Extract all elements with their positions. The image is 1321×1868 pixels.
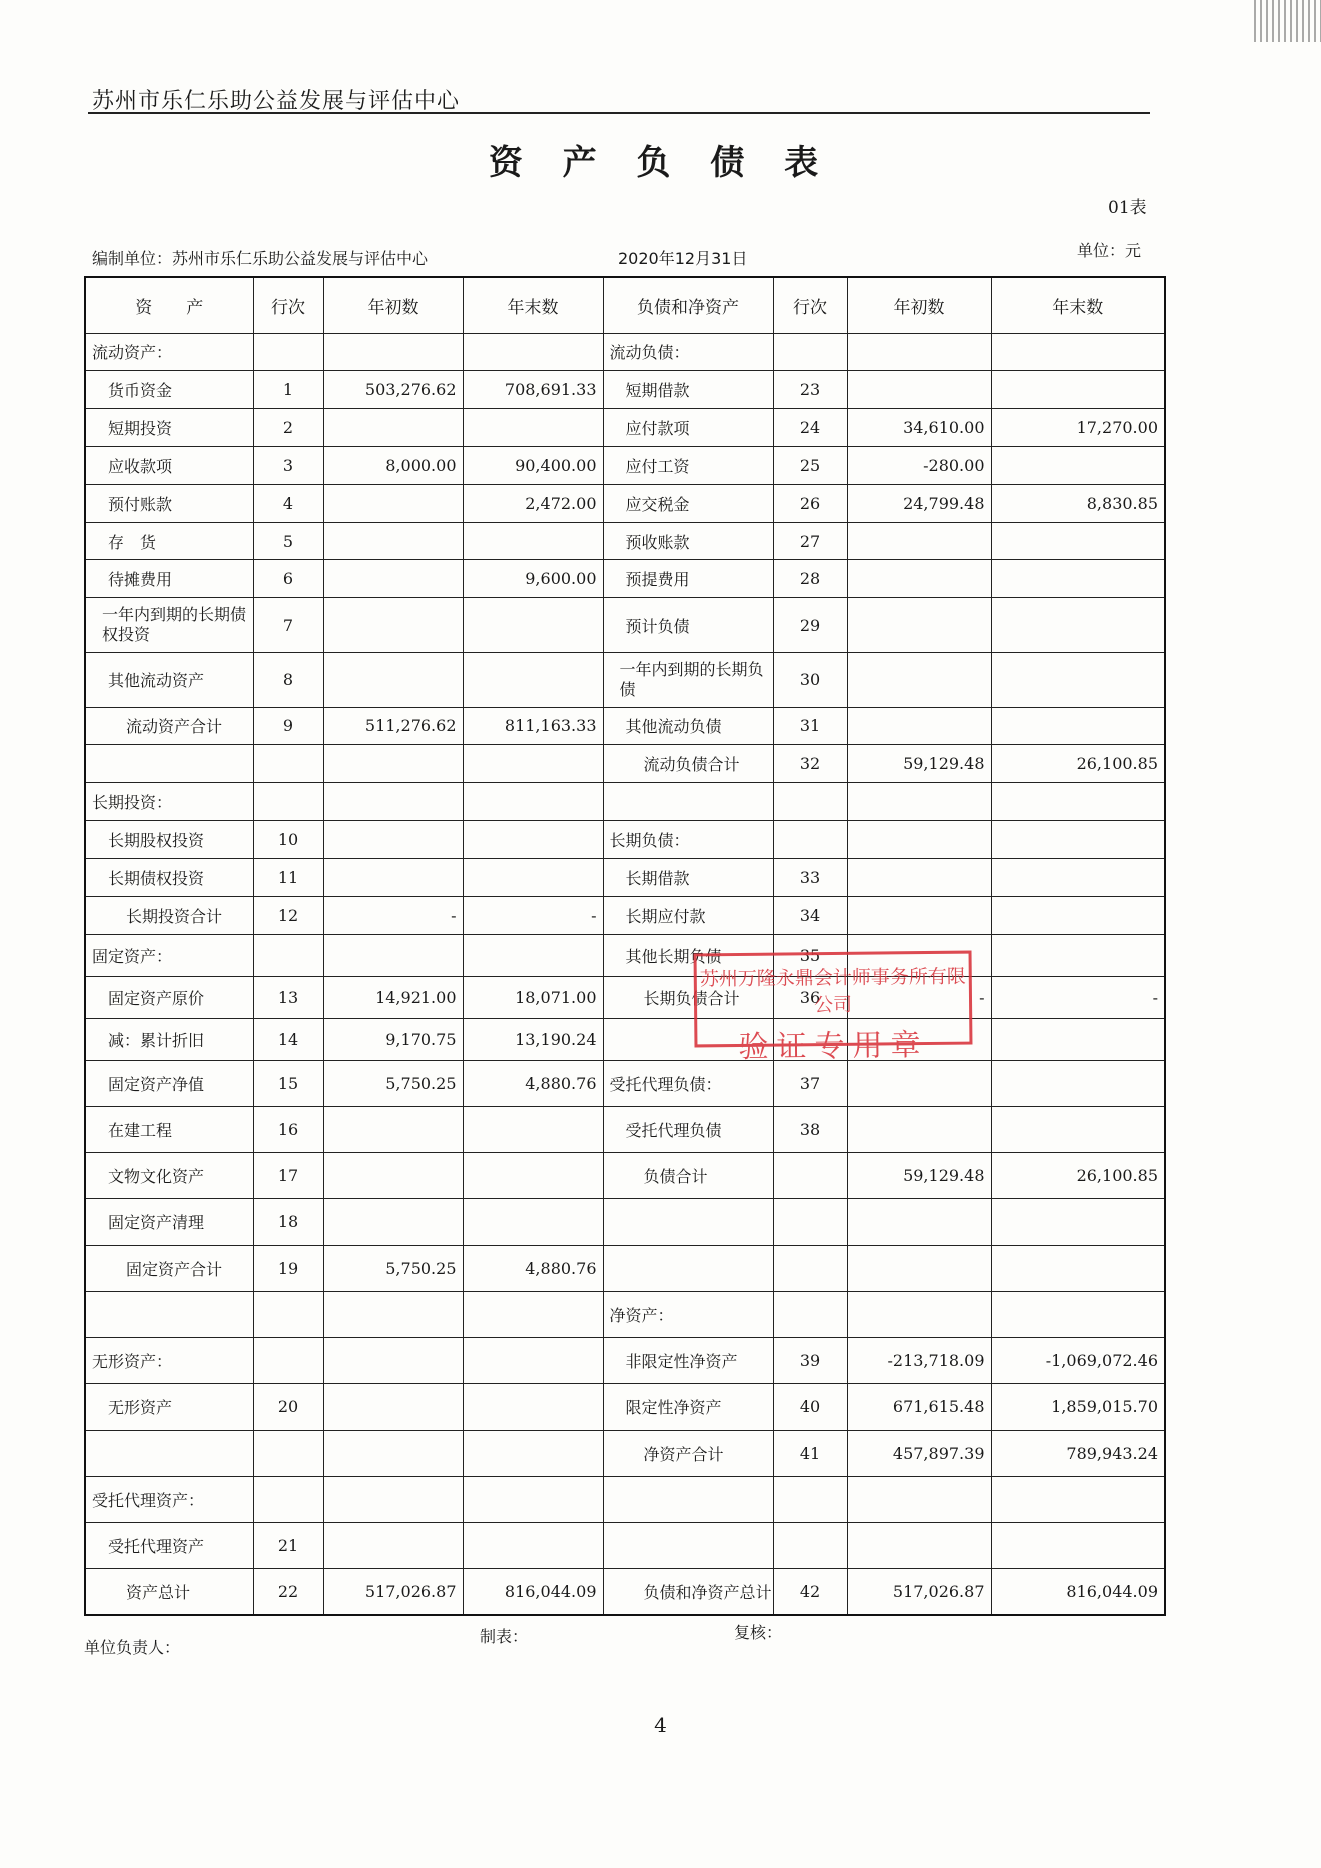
asset-begin — [323, 745, 463, 783]
asset-end: 4,880.76 — [463, 1245, 603, 1291]
liab-begin: 517,026.87 — [847, 1569, 991, 1615]
liab-begin — [847, 1476, 991, 1522]
asset-end — [463, 598, 603, 653]
liab-line: 42 — [773, 1569, 847, 1615]
liab-end — [991, 560, 1165, 598]
asset-line: 15 — [253, 1060, 323, 1106]
asset-line — [253, 783, 323, 821]
asset-name: 固定资产合计 — [85, 1245, 253, 1291]
asset-end — [463, 934, 603, 976]
liab-end — [991, 522, 1165, 560]
asset-line: 7 — [253, 598, 323, 653]
liab-name: 预提费用 — [603, 560, 773, 598]
liab-line: 39 — [773, 1338, 847, 1384]
asset-name: 无形资产 — [85, 1384, 253, 1430]
asset-name: 长期债权投资 — [85, 858, 253, 896]
asset-end — [463, 783, 603, 821]
asset-begin — [323, 858, 463, 896]
liab-end: - — [991, 976, 1165, 1018]
form-number: 01表 — [1108, 198, 1147, 218]
asset-name: 固定资产净值 — [85, 1060, 253, 1106]
asset-line: 19 — [253, 1245, 323, 1291]
asset-line: 17 — [253, 1153, 323, 1199]
table-row — [85, 1384, 1165, 1430]
liab-begin: 671,615.48 — [847, 1384, 991, 1430]
liab-begin — [847, 1106, 991, 1152]
header-begin: 年初数 — [323, 277, 463, 333]
liab-begin — [847, 371, 991, 409]
asset-name: 受托代理资产： — [85, 1476, 253, 1522]
asset-end: 4,880.76 — [463, 1060, 603, 1106]
asset-line: 11 — [253, 858, 323, 896]
asset-name: 待摊费用 — [85, 560, 253, 598]
asset-begin — [323, 1106, 463, 1152]
asset-end — [463, 1106, 603, 1152]
asset-begin — [323, 409, 463, 447]
liab-end: 26,100.85 — [991, 1153, 1165, 1199]
asset-end — [463, 1384, 603, 1430]
asset-name: 长期投资合计 — [85, 896, 253, 934]
asset-name: 一年内到期的长期债权投资 — [85, 598, 253, 653]
liab-end — [991, 1291, 1165, 1337]
liab-line: 25 — [773, 446, 847, 484]
liab-name: 长期借款 — [603, 858, 773, 896]
liab-begin: -280.00 — [847, 446, 991, 484]
asset-name: 货币资金 — [85, 371, 253, 409]
liab-end — [991, 1060, 1165, 1106]
liab-end — [991, 1199, 1165, 1245]
asset-begin — [323, 652, 463, 707]
asset-name — [85, 745, 253, 783]
liab-line: 30 — [773, 652, 847, 707]
seal-firm-name: 苏州万隆永鼎会计师事务所有限公司 — [699, 965, 966, 1017]
asset-name: 长期投资： — [85, 783, 253, 821]
liab-begin — [847, 1291, 991, 1337]
liab-end — [991, 1106, 1165, 1152]
liab-begin — [847, 652, 991, 707]
asset-end — [463, 1522, 603, 1568]
liab-end — [991, 934, 1165, 976]
liab-begin — [847, 1245, 991, 1291]
table-row — [85, 484, 1165, 522]
liab-begin: 59,129.48 — [847, 1153, 991, 1199]
asset-name: 资产总计 — [85, 1569, 253, 1615]
asset-begin: 517,026.87 — [323, 1569, 463, 1615]
asset-end — [463, 1199, 603, 1245]
asset-end — [463, 1430, 603, 1476]
liab-line: 24 — [773, 409, 847, 447]
asset-line — [253, 934, 323, 976]
asset-begin — [323, 1476, 463, 1522]
asset-begin — [323, 484, 463, 522]
liab-line: 37 — [773, 1060, 847, 1106]
asset-begin — [323, 598, 463, 653]
header-end: 年末数 — [463, 277, 603, 333]
liab-begin: 34,610.00 — [847, 409, 991, 447]
asset-name: 流动资产： — [85, 333, 253, 371]
liab-begin: 59,129.48 — [847, 745, 991, 783]
asset-end: - — [463, 896, 603, 934]
liab-begin — [847, 560, 991, 598]
liab-line: 41 — [773, 1430, 847, 1476]
table-row — [85, 1569, 1165, 1615]
asset-begin — [323, 1384, 463, 1430]
liab-name: 一年内到期的长期负债 — [603, 652, 773, 707]
asset-end — [463, 858, 603, 896]
liab-end — [991, 446, 1165, 484]
table-row — [85, 1291, 1165, 1337]
asset-end: 2,472.00 — [463, 484, 603, 522]
liab-begin — [847, 896, 991, 934]
liab-line: 34 — [773, 896, 847, 934]
liab-end — [991, 1245, 1165, 1291]
asset-line: 20 — [253, 1384, 323, 1430]
liab-name: 流动负债合计 — [603, 745, 773, 783]
asset-name — [85, 1430, 253, 1476]
liab-name: 非限定性净资产 — [603, 1338, 773, 1384]
asset-line: 10 — [253, 821, 323, 859]
liab-name: 应付工资 — [603, 446, 773, 484]
header-asset: 资 产 — [85, 277, 253, 333]
asset-begin — [323, 333, 463, 371]
footer-unit-head: 单位负责人： — [84, 1638, 181, 1657]
asset-begin: 511,276.62 — [323, 707, 463, 745]
seal-label: 验证专用章 — [738, 1028, 929, 1065]
liab-begin: -213,718.09 — [847, 1338, 991, 1384]
asset-name: 固定资产原价 — [85, 976, 253, 1018]
asset-begin — [323, 1430, 463, 1476]
asset-begin — [323, 783, 463, 821]
asset-line: 6 — [253, 560, 323, 598]
liab-name: 其他长期负债 — [603, 934, 773, 976]
footer-reviewer: 复核： — [734, 1623, 783, 1642]
liab-end — [991, 707, 1165, 745]
asset-end: 816,044.09 — [463, 1569, 603, 1615]
liab-line — [773, 1245, 847, 1291]
scan-edge-mark — [1254, 0, 1321, 42]
asset-begin — [323, 522, 463, 560]
header-line-2: 行次 — [773, 277, 847, 333]
liab-line: 38 — [773, 1106, 847, 1152]
table-row — [85, 1018, 1165, 1060]
table-row — [85, 652, 1165, 707]
asset-begin: 503,276.62 — [323, 371, 463, 409]
asset-line: 2 — [253, 409, 323, 447]
liab-name — [603, 1476, 773, 1522]
asset-begin: 5,750.25 — [323, 1060, 463, 1106]
asset-name: 固定资产： — [85, 934, 253, 976]
asset-line — [253, 1338, 323, 1384]
asset-name: 文物文化资产 — [85, 1153, 253, 1199]
liab-line: 33 — [773, 858, 847, 896]
asset-end: 708,691.33 — [463, 371, 603, 409]
table-row — [85, 522, 1165, 560]
asset-end: 811,163.33 — [463, 707, 603, 745]
table-row — [85, 1522, 1165, 1568]
table-row — [85, 560, 1165, 598]
liab-line: 28 — [773, 560, 847, 598]
table-row — [85, 446, 1165, 484]
asset-name: 长期股权投资 — [85, 821, 253, 859]
liab-name: 应交税金 — [603, 484, 773, 522]
liab-end — [991, 1018, 1165, 1060]
liab-line — [773, 1476, 847, 1522]
liab-begin — [847, 858, 991, 896]
asset-name: 固定资产清理 — [85, 1199, 253, 1245]
asset-line — [253, 1430, 323, 1476]
liab-name: 流动负债： — [603, 333, 773, 371]
asset-line: 8 — [253, 652, 323, 707]
liab-line: 27 — [773, 522, 847, 560]
table-header-row — [85, 277, 1165, 333]
report-date: 2020年12月31日 — [618, 249, 748, 268]
liab-name: 净资产： — [603, 1291, 773, 1337]
asset-line: 9 — [253, 707, 323, 745]
table-row — [85, 934, 1165, 976]
liab-begin — [847, 1060, 991, 1106]
asset-line: 22 — [253, 1569, 323, 1615]
liab-line — [773, 333, 847, 371]
header-begin-2: 年初数 — [847, 277, 991, 333]
asset-begin: 14,921.00 — [323, 976, 463, 1018]
asset-name: 减：累计折旧 — [85, 1018, 253, 1060]
prepared-by: 编制单位：苏州市乐仁乐助公益发展与评估中心 — [92, 249, 429, 268]
balance-sheet-table — [84, 276, 1166, 1616]
liab-name: 负债和净资产总计 — [603, 1569, 773, 1615]
asset-line: 13 — [253, 976, 323, 1018]
liab-name: 长期负债合计 — [603, 976, 773, 1018]
liab-name: 长期应付款 — [603, 896, 773, 934]
table-row — [85, 1430, 1165, 1476]
table-row — [85, 1060, 1165, 1106]
liab-end — [991, 1522, 1165, 1568]
liab-begin — [847, 821, 991, 859]
liab-line: 23 — [773, 371, 847, 409]
liab-end — [991, 598, 1165, 653]
asset-end: 9,600.00 — [463, 560, 603, 598]
asset-end: 90,400.00 — [463, 446, 603, 484]
asset-line: 5 — [253, 522, 323, 560]
liab-end: -1,069,072.46 — [991, 1338, 1165, 1384]
liab-begin — [847, 1522, 991, 1568]
liab-line: 26 — [773, 484, 847, 522]
liab-name — [603, 1199, 773, 1245]
table-row — [85, 598, 1165, 653]
liab-line: 31 — [773, 707, 847, 745]
liab-end — [991, 371, 1165, 409]
liab-begin: - — [847, 976, 991, 1018]
asset-end: 18,071.00 — [463, 976, 603, 1018]
asset-name: 其他流动资产 — [85, 652, 253, 707]
asset-name: 存 货 — [85, 522, 253, 560]
asset-begin — [323, 821, 463, 859]
asset-line — [253, 1476, 323, 1522]
liab-begin: 24,799.48 — [847, 484, 991, 522]
liab-name: 长期负债： — [603, 821, 773, 859]
page-title: 资 产 负 债 表 — [488, 143, 833, 183]
currency-unit: 单位：元 — [1077, 241, 1142, 260]
liab-begin — [847, 707, 991, 745]
liab-begin — [847, 598, 991, 653]
liab-name — [603, 783, 773, 821]
liab-line — [773, 1153, 847, 1199]
liab-end: 789,943.24 — [991, 1430, 1165, 1476]
liab-line — [773, 821, 847, 859]
liab-begin — [847, 783, 991, 821]
asset-end — [463, 1153, 603, 1199]
liab-begin — [847, 522, 991, 560]
asset-line: 14 — [253, 1018, 323, 1060]
table-row — [85, 707, 1165, 745]
liab-line — [773, 1522, 847, 1568]
asset-line — [253, 333, 323, 371]
liab-end — [991, 896, 1165, 934]
liab-end — [991, 821, 1165, 859]
asset-begin: 9,170.75 — [323, 1018, 463, 1060]
asset-begin: - — [323, 896, 463, 934]
org-header: 苏州市乐仁乐助公益发展与评估中心 — [92, 89, 461, 114]
table-row — [85, 1245, 1165, 1291]
asset-begin — [323, 934, 463, 976]
asset-end — [463, 333, 603, 371]
table-row — [85, 371, 1165, 409]
footer-preparer: 制表： — [480, 1627, 529, 1646]
table-row — [85, 1476, 1165, 1522]
asset-end — [463, 409, 603, 447]
liab-end: 26,100.85 — [991, 745, 1165, 783]
liab-name: 受托代理负债： — [603, 1060, 773, 1106]
asset-line: 21 — [253, 1522, 323, 1568]
asset-line: 4 — [253, 484, 323, 522]
asset-line: 12 — [253, 896, 323, 934]
asset-name: 无形资产： — [85, 1338, 253, 1384]
asset-begin — [323, 560, 463, 598]
liab-end — [991, 1476, 1165, 1522]
table-row — [85, 409, 1165, 447]
asset-name — [85, 1291, 253, 1337]
table-row — [85, 821, 1165, 859]
liab-name: 受托代理负债 — [603, 1106, 773, 1152]
asset-begin — [323, 1291, 463, 1337]
liab-line: 32 — [773, 745, 847, 783]
asset-end: 13,190.24 — [463, 1018, 603, 1060]
liab-line: 35 — [773, 934, 847, 976]
table-row — [85, 858, 1165, 896]
asset-name: 应收款项 — [85, 446, 253, 484]
liab-line: 40 — [773, 1384, 847, 1430]
liab-line — [773, 1291, 847, 1337]
verification-seal — [694, 951, 973, 1065]
table-row — [85, 1338, 1165, 1384]
asset-line: 1 — [253, 371, 323, 409]
asset-line: 16 — [253, 1106, 323, 1152]
liab-line: 36 — [773, 976, 847, 1018]
liab-end — [991, 652, 1165, 707]
asset-line: 18 — [253, 1199, 323, 1245]
asset-name: 流动资产合计 — [85, 707, 253, 745]
asset-name: 短期投资 — [85, 409, 253, 447]
liab-name: 应付款项 — [603, 409, 773, 447]
liab-begin — [847, 333, 991, 371]
asset-name: 受托代理资产 — [85, 1522, 253, 1568]
liab-begin: 457,897.39 — [847, 1430, 991, 1476]
asset-name: 在建工程 — [85, 1106, 253, 1152]
table-row — [85, 783, 1165, 821]
liab-end: 1,859,015.70 — [991, 1384, 1165, 1430]
liab-end: 816,044.09 — [991, 1569, 1165, 1615]
page-number: 4 — [654, 1713, 667, 1737]
liab-name: 其他流动负债 — [603, 707, 773, 745]
liab-name: 限定性净资产 — [603, 1384, 773, 1430]
liab-name: 预计负债 — [603, 598, 773, 653]
asset-begin — [323, 1199, 463, 1245]
liab-name: 净资产合计 — [603, 1430, 773, 1476]
liab-name — [603, 1245, 773, 1291]
asset-begin — [323, 1338, 463, 1384]
liab-end — [991, 333, 1165, 371]
liab-line — [773, 783, 847, 821]
asset-begin: 5,750.25 — [323, 1245, 463, 1291]
asset-begin — [323, 1522, 463, 1568]
asset-end — [463, 1338, 603, 1384]
table-row — [85, 745, 1165, 783]
asset-end — [463, 1476, 603, 1522]
liab-name: 负债合计 — [603, 1153, 773, 1199]
liab-end — [991, 783, 1165, 821]
table-body — [85, 333, 1165, 1615]
asset-end — [463, 522, 603, 560]
liab-line: 29 — [773, 598, 847, 653]
asset-begin: 8,000.00 — [323, 446, 463, 484]
table-row — [85, 1199, 1165, 1245]
header-line: 行次 — [253, 277, 323, 333]
table-row — [85, 1153, 1165, 1199]
asset-line: 3 — [253, 446, 323, 484]
header-end-2: 年末数 — [991, 277, 1165, 333]
table-row — [85, 976, 1165, 1018]
asset-line — [253, 745, 323, 783]
liab-begin — [847, 1199, 991, 1245]
header-rule — [88, 112, 1150, 114]
liab-end: 8,830.85 — [991, 484, 1165, 522]
liab-name: 短期借款 — [603, 371, 773, 409]
asset-begin — [323, 1153, 463, 1199]
asset-end — [463, 652, 603, 707]
liab-name — [603, 1522, 773, 1568]
asset-end — [463, 745, 603, 783]
liab-name: 预收账款 — [603, 522, 773, 560]
asset-line — [253, 1291, 323, 1337]
liab-line — [773, 1199, 847, 1245]
asset-name: 预付账款 — [85, 484, 253, 522]
table-row — [85, 896, 1165, 934]
liab-end — [991, 858, 1165, 896]
asset-end — [463, 821, 603, 859]
liab-end: 17,270.00 — [991, 409, 1165, 447]
table-row — [85, 1106, 1165, 1152]
header-liabilities: 负债和净资产 — [603, 277, 773, 333]
asset-end — [463, 1291, 603, 1337]
table-row — [85, 333, 1165, 371]
